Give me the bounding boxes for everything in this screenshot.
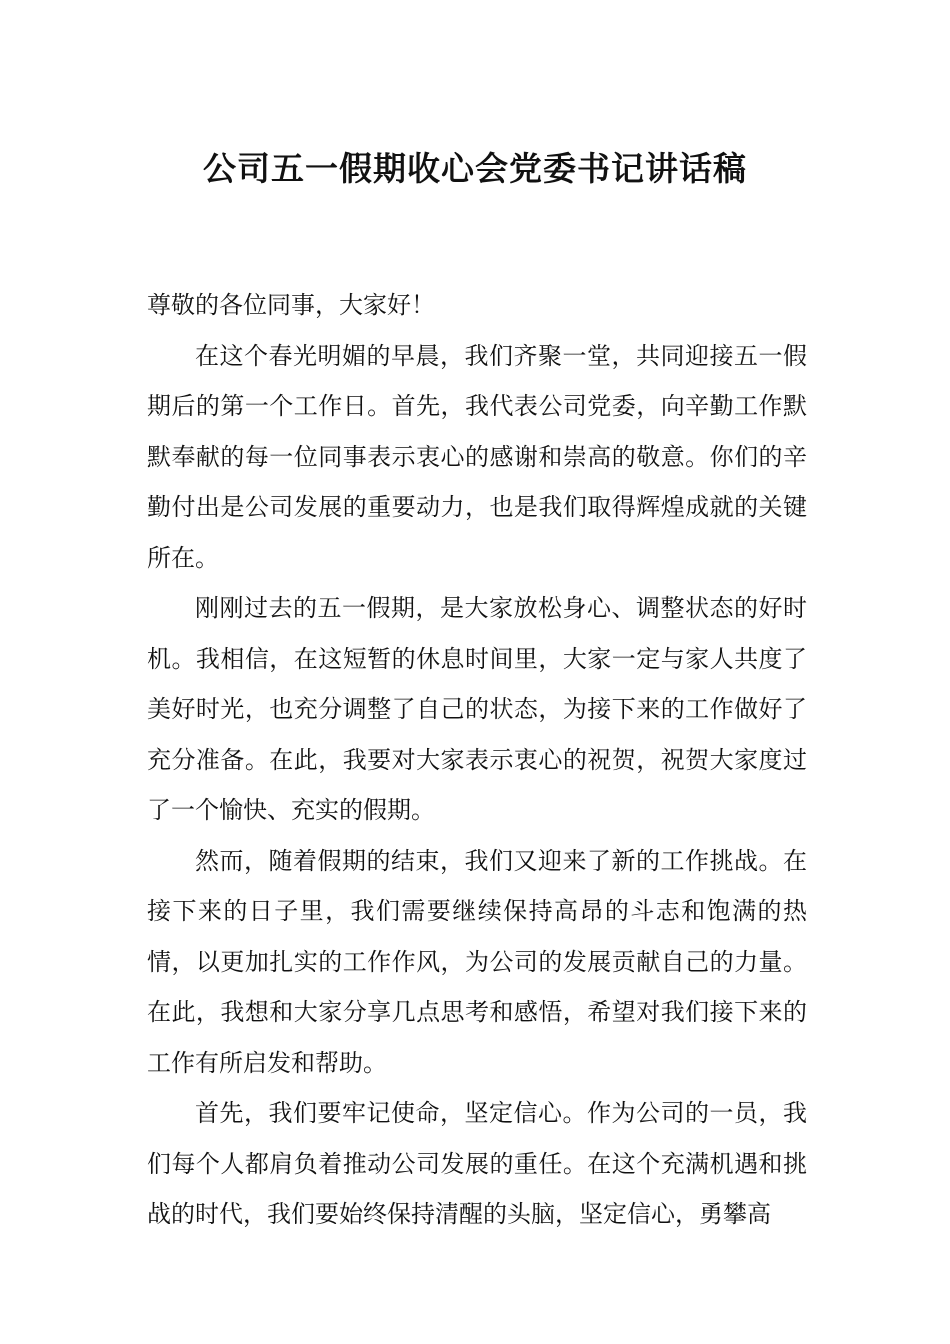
paragraph: 然而，随着假期的结束，我们又迎来了新的工作挑战。在接下来的日子里，我们需要继续保持高昂的斗志和饱满的热情，以更加扎实的工作作风，为公司的发展贡献自己的力量。在此，我想和大家分享几点思考和感悟，希望对我们接下来的工作有所启发和帮助。 [147,846,807,1077]
paragraph: 首先，我们要牢记使命，坚定信心。作为公司的一员，我们每个人都肩负着推动公司发展的重任。在这个充满机遇和挑战的时代，我们要始终保持清醒的头脑，坚定信心，勇攀高 [147,1099,807,1228]
greeting-line: 尊敬的各位同事，大家好！ [147,291,435,319]
document-title: 公司五一假期收心会党委书记讲话稿 [203,149,747,188]
paragraph: 刚刚过去的五一假期，是大家放松身心、调整状态的好时机。我相信，在这短暂的休息时间里，大家一定与家人共度了美好时光，也充分调整了自己的状态，为接下来的工作做好了充分准备。在此，我要对大家表示衷心的祝贺，祝贺大家度过了一个愉快、充实的假期。 [147,594,807,824]
paragraph: 在这个春光明媚的早晨，我们齐聚一堂，共同迎接五一假期后的第一个工作日。首先，我代表公司党委，向辛勤工作默默奉献的每一位同事表示衷心的感谢和崇高的敬意。你们的辛勤付出是公司发展的重要动力，也是我们取得辉煌成就的关键所在。 [147,341,807,572]
document-body [147,280,807,1240]
